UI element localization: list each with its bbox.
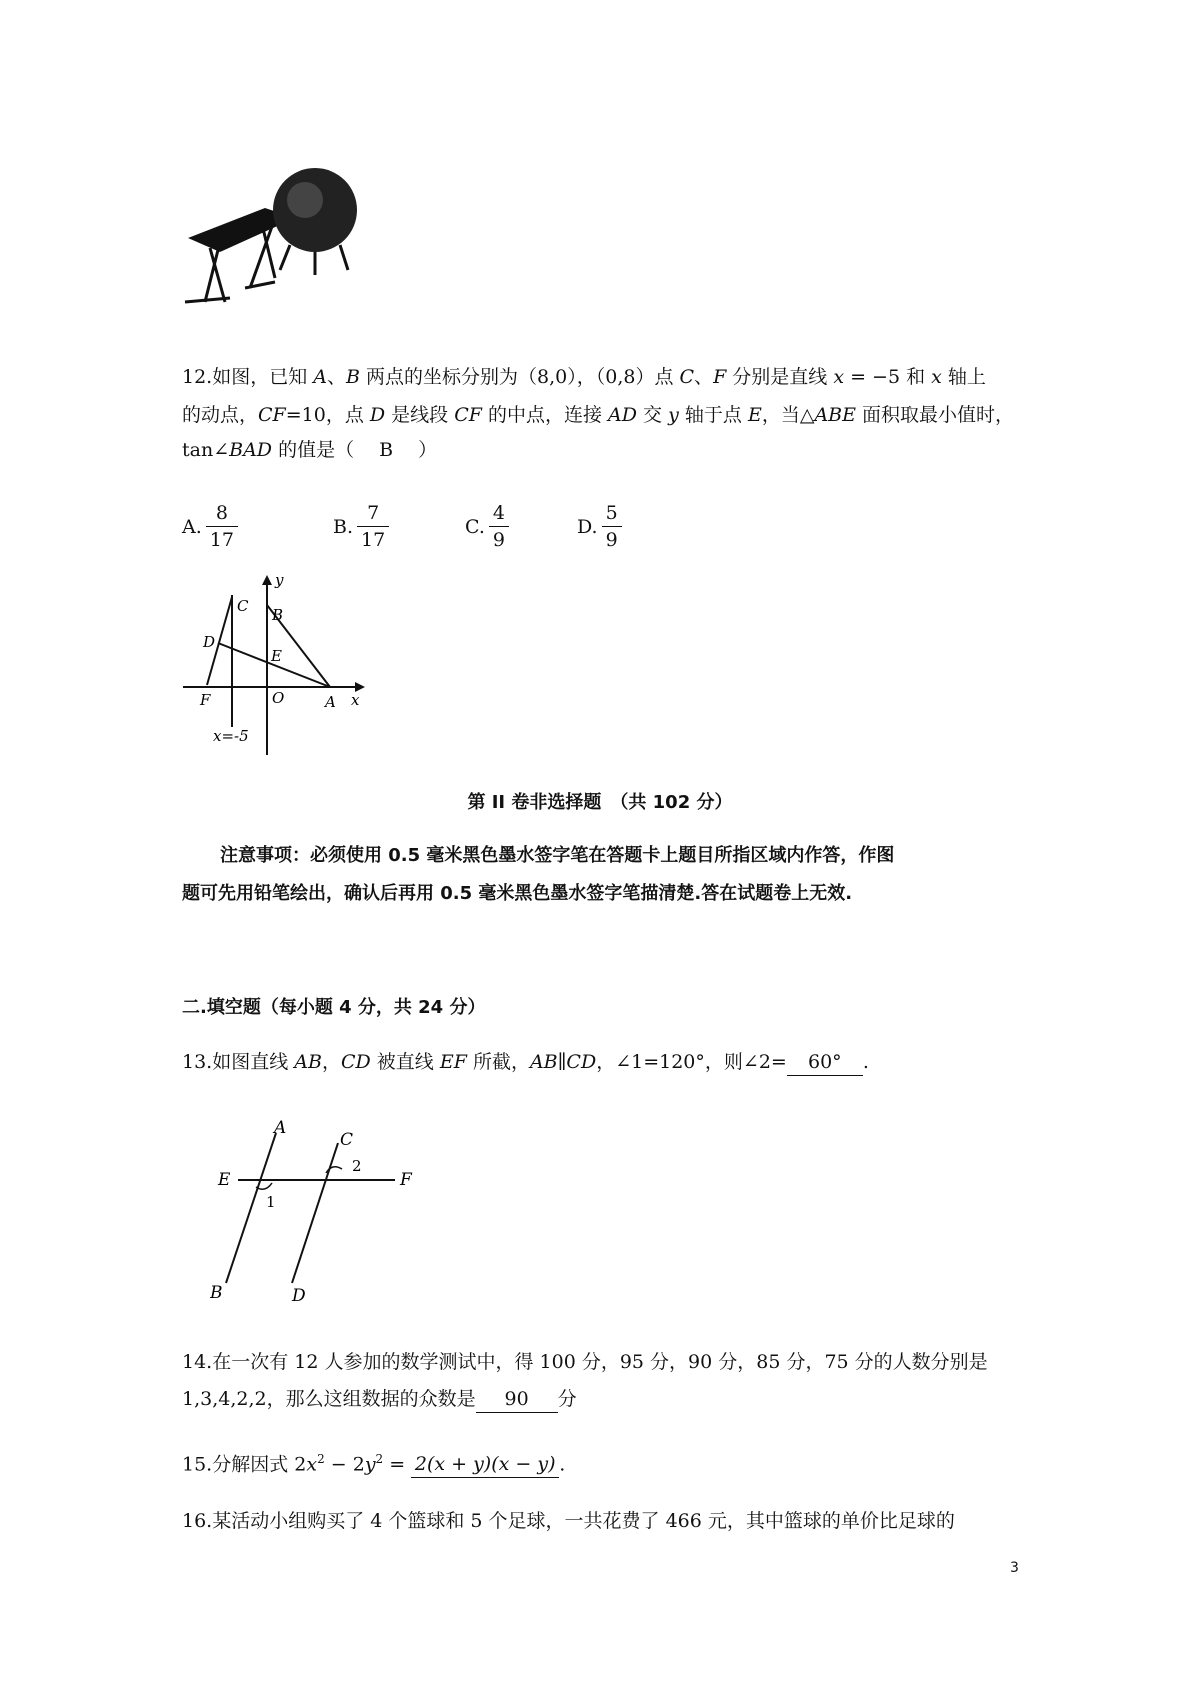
- q12-fig-x: x: [351, 691, 360, 709]
- q14-answer: 90: [476, 1386, 558, 1413]
- q13-fig-F: F: [400, 1170, 412, 1190]
- q12-fig-A: A: [325, 693, 336, 711]
- q16-line-1: 16.某活动小组购买了 4 个篮球和 5 个足球，一共花费了 466 元，其中篮球的单价比足球的: [182, 1510, 955, 1532]
- q13-answer: 60°: [787, 1049, 863, 1076]
- q13-line: 13.如图直线 AB，CD 被直线 EF 所截，AB∥CD，∠1=120°，则∠2= 60° .: [182, 1049, 869, 1076]
- q12-line-3: tan∠BAD 的值是（ B ）: [182, 439, 438, 461]
- q15-answer: 2(x + y)(x − y): [411, 1451, 559, 1478]
- q12-fig-F: F: [200, 691, 211, 709]
- section2-title: 第 II 卷非选择题 （共 102 分）: [467, 792, 733, 813]
- q12-option-a: A. $\frac{8}{17}$: [182, 500, 238, 553]
- q13-figure: [210, 1115, 430, 1305]
- page-number: 3: [1010, 1560, 1019, 1576]
- q12-fig-O: O: [272, 689, 285, 707]
- q12-option-d: D. $\frac{5}{9}$: [577, 500, 622, 553]
- q13-fig-A: A: [274, 1118, 287, 1138]
- q13-fig-2: 2: [352, 1157, 362, 1175]
- q12-fig-B: B: [272, 606, 284, 624]
- q13-fig-C: C: [340, 1130, 354, 1150]
- q15-line: 15.分解因式 $2x^2 - 2y^2 = 2(x + y)(x - y)$ .: [182, 1446, 565, 1478]
- section2-notice-2: 题可先用铅笔绘出，确认后再用 0.5 毫米黑色墨水签字笔描清楚.答在试题卷上无效.: [182, 883, 853, 904]
- q12-option-c: C. $\frac{4}{9}$: [465, 500, 509, 553]
- q12-line-1: 12.如图，已知 A、B 两点的坐标分别为（8,0），（0,8）点 C、F 分别是直线 x = −5 和 x 轴上: [182, 366, 986, 388]
- q13-fig-D: D: [292, 1286, 306, 1305]
- fill-in-heading: 二.填空题（每小题 4 分，共 24 分）: [182, 997, 486, 1018]
- q13-fig-E: E: [218, 1170, 231, 1190]
- q12-option-b: B. $\frac{7}{17}$: [333, 500, 389, 553]
- q12-fig-C: C: [237, 597, 249, 615]
- q13-fig-1: 1: [266, 1193, 276, 1211]
- q12-fig-line-label: x=-5: [213, 727, 249, 745]
- q14-line-1: 14.在一次有 12 人参加的数学测试中，得 100 分，95 分，90 分，85 分，75 分的人数分别是: [182, 1351, 988, 1373]
- q12-figure: [175, 575, 375, 760]
- q14-line-2: 1,3,4,2,2，那么这组数据的众数是 90 分: [182, 1386, 577, 1413]
- furniture-illustration: [180, 160, 380, 310]
- q12-fig-D: D: [203, 633, 216, 651]
- section2-notice-1: 注意事项：必须使用 0.5 毫米黑色墨水签字笔在答题卡上题目所指区域内作答，作图: [220, 845, 895, 866]
- q12-line-2: 的动点，CF=10，点 D 是线段 CF 的中点，连接 AD 交 y 轴于点 E，当△ABE 面积取最小值时，: [182, 404, 1015, 426]
- q12-fig-E: E: [271, 647, 282, 665]
- q13-fig-B: B: [210, 1283, 223, 1303]
- q12-fig-y: y: [275, 575, 284, 589]
